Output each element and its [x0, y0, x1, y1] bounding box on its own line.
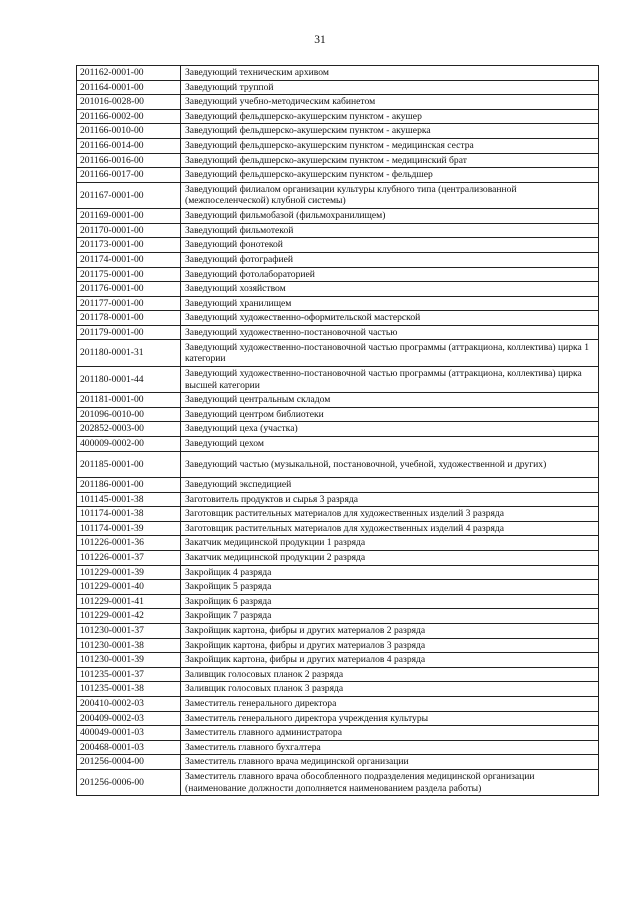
table-row	[77, 109, 599, 124]
position-code-cell: 201185-0001-00	[77, 451, 181, 477]
table-row	[77, 478, 599, 493]
table-row	[77, 407, 599, 422]
position-code-cell: 201256-0006-00	[77, 769, 181, 795]
position-code-cell: 101230-0001-39	[77, 653, 181, 668]
position-name-cell: Заливщик голосовых планок 2 разряда	[181, 667, 599, 682]
table-row	[77, 711, 599, 726]
table-row	[77, 282, 599, 297]
table-row	[77, 393, 599, 408]
table-body	[77, 66, 599, 796]
position-code-cell: 201166-0014-00	[77, 138, 181, 153]
position-name-cell: Закройщик 7 разряда	[181, 609, 599, 624]
table-row	[77, 325, 599, 340]
table-row	[77, 696, 599, 711]
position-code-cell: 101235-0001-38	[77, 682, 181, 697]
position-name-cell: Заместитель главного врача медицинской организации	[181, 755, 599, 770]
table-row	[77, 267, 599, 282]
position-code-cell: 200410-0002-03	[77, 696, 181, 711]
position-code-cell: 201176-0001-00	[77, 282, 181, 297]
position-name-cell: Заведующий художественно-постановочной частью программы (аттракциона, коллектива) цирка 1 категории	[181, 340, 599, 366]
position-code-cell: 101229-0001-40	[77, 580, 181, 595]
position-name-cell: Закройщик картона, фибры и других материалов 3 разряда	[181, 638, 599, 653]
table-row	[77, 609, 599, 624]
table-row	[77, 437, 599, 452]
page-number: 31	[314, 34, 326, 46]
position-name-cell: Закатчик медицинской продукции 1 разряда	[181, 536, 599, 551]
table-row	[77, 182, 599, 208]
position-code-cell: 400049-0001-03	[77, 726, 181, 741]
position-name-cell: Заведующий фельдшерско-акушерским пунктом - медицинский брат	[181, 153, 599, 168]
position-name-cell: Заведующий труппой	[181, 80, 599, 95]
position-code-cell: 101226-0001-36	[77, 536, 181, 551]
position-name-cell: Заместитель генерального директора учреждения культуры	[181, 711, 599, 726]
position-name-cell: Заведующий хозяйством	[181, 282, 599, 297]
table-row	[77, 536, 599, 551]
table-row	[77, 366, 599, 392]
position-name-cell: Заведующий центром библиотеки	[181, 407, 599, 422]
position-name-cell: Заведующий художественно-оформительской мастерской	[181, 311, 599, 326]
position-code-cell: 201186-0001-00	[77, 478, 181, 493]
table-row	[77, 653, 599, 668]
table-row	[77, 667, 599, 682]
table-row	[77, 124, 599, 139]
position-name-cell: Заведующий фотолабораторией	[181, 267, 599, 282]
position-code-cell: 101174-0001-39	[77, 521, 181, 536]
position-code-cell: 101145-0001-38	[77, 492, 181, 507]
table-row	[77, 422, 599, 437]
position-name-cell: Заведующий фельдшерско-акушерским пунктом - медицинская сестра	[181, 138, 599, 153]
position-name-cell: Заведующий цехом	[181, 437, 599, 452]
position-code-cell: 201177-0001-00	[77, 296, 181, 311]
position-name-cell: Закройщик 5 разряда	[181, 580, 599, 595]
position-name-cell: Заведующий фильмобазой (фильмохранилищем)	[181, 209, 599, 224]
position-code-cell: 201174-0001-00	[77, 252, 181, 267]
position-code-cell: 101229-0001-42	[77, 609, 181, 624]
table-row	[77, 740, 599, 755]
position-code-cell: 201256-0004-00	[77, 755, 181, 770]
position-name-cell: Заведующий фельдшерско-акушерским пунктом - акушерка	[181, 124, 599, 139]
table-row	[77, 507, 599, 522]
position-code-cell: 200468-0001-03	[77, 740, 181, 755]
position-name-cell: Заведующий художественно-постановочной частью	[181, 325, 599, 340]
position-name-cell: Заведующий фельдшерско-акушерским пунктом - фельдшер	[181, 168, 599, 183]
position-name-cell: Заведующий техническим архивом	[181, 66, 599, 81]
table-row	[77, 153, 599, 168]
position-code-cell: 101174-0001-38	[77, 507, 181, 522]
position-name-cell: Закройщик картона, фибры и других материалов 4 разряда	[181, 653, 599, 668]
position-code-cell: 201096-0010-00	[77, 407, 181, 422]
position-code-cell: 201167-0001-00	[77, 182, 181, 208]
table-row	[77, 451, 599, 477]
table-row	[77, 66, 599, 81]
position-codes-table	[76, 65, 599, 796]
position-name-cell: Заведующий фельдшерско-акушерским пунктом - акушер	[181, 109, 599, 124]
table-row	[77, 580, 599, 595]
position-name-cell: Заведующий фонотекой	[181, 238, 599, 253]
position-code-cell: 201164-0001-00	[77, 80, 181, 95]
table-row	[77, 492, 599, 507]
position-code-cell: 101229-0001-39	[77, 565, 181, 580]
position-name-cell: Заведующий хранилищем	[181, 296, 599, 311]
table-row	[77, 682, 599, 697]
position-name-cell: Заготовщик растительных материалов для художественных изделий 3 разряда	[181, 507, 599, 522]
position-code-cell: 201166-0017-00	[77, 168, 181, 183]
position-name-cell: Заведующий экспедицией	[181, 478, 599, 493]
table-row	[77, 638, 599, 653]
table-row	[77, 95, 599, 110]
table-row	[77, 80, 599, 95]
position-code-cell: 201169-0001-00	[77, 209, 181, 224]
position-name-cell: Заведующий фотографией	[181, 252, 599, 267]
position-name-cell: Заместитель главного администратора	[181, 726, 599, 741]
table-row	[77, 296, 599, 311]
position-code-cell: 201166-0002-00	[77, 109, 181, 124]
table-row	[77, 726, 599, 741]
table-row	[77, 623, 599, 638]
table-row	[77, 565, 599, 580]
table-row	[77, 755, 599, 770]
table-row	[77, 223, 599, 238]
position-code-cell: 201181-0001-00	[77, 393, 181, 408]
position-name-cell: Заведующий цеха (участка)	[181, 422, 599, 437]
position-name-cell: Закройщик 4 разряда	[181, 565, 599, 580]
position-code-cell: 101226-0001-37	[77, 551, 181, 566]
table-row	[77, 551, 599, 566]
position-code-cell: 200409-0002-03	[77, 711, 181, 726]
position-code-cell: 201173-0001-00	[77, 238, 181, 253]
position-code-cell: 201166-0016-00	[77, 153, 181, 168]
position-code-cell: 202852-0003-00	[77, 422, 181, 437]
position-name-cell: Закройщик 6 разряда	[181, 594, 599, 609]
table-row	[77, 311, 599, 326]
position-name-cell: Заготовитель продуктов и сырья 3 разряда	[181, 492, 599, 507]
position-name-cell: Заведующий частью (музыкальной, постановочной, учебной, художественной и других)	[181, 451, 599, 477]
position-name-cell: Заливщик голосовых планок 3 разряда	[181, 682, 599, 697]
table-row	[77, 769, 599, 795]
position-code-cell: 201175-0001-00	[77, 267, 181, 282]
table-row	[77, 340, 599, 366]
position-code-cell: 201170-0001-00	[77, 223, 181, 238]
position-code-cell: 101235-0001-37	[77, 667, 181, 682]
position-name-cell: Закатчик медицинской продукции 2 разряда	[181, 551, 599, 566]
position-code-cell: 201162-0001-00	[77, 66, 181, 81]
position-name-cell: Заведующий художественно-постановочной частью программы (аттракциона, коллектива) цирка высшей категории	[181, 366, 599, 392]
position-name-cell: Заместитель главного бухгалтера	[181, 740, 599, 755]
position-code-cell: 101230-0001-37	[77, 623, 181, 638]
position-code-cell: 201178-0001-00	[77, 311, 181, 326]
position-code-cell: 101229-0001-41	[77, 594, 181, 609]
position-name-cell: Закройщик картона, фибры и других материалов 2 разряда	[181, 623, 599, 638]
position-name-cell: Заместитель генерального директора	[181, 696, 599, 711]
position-name-cell: Заведующий учебно-методическим кабинетом	[181, 95, 599, 110]
table-row	[77, 209, 599, 224]
position-name-cell: Заместитель главного врача обособленного подразделения медицинской организации (наименование должности дополняется наименованием раздела работы)	[181, 769, 599, 795]
table-row	[77, 138, 599, 153]
position-code-cell: 101230-0001-38	[77, 638, 181, 653]
position-code-cell: 201180-0001-31	[77, 340, 181, 366]
position-name-cell: Заведующий филиалом организации культуры клубного типа (централизованной (межпоселенческой) клубной системы)	[181, 182, 599, 208]
table-row	[77, 168, 599, 183]
position-code-cell: 201166-0010-00	[77, 124, 181, 139]
position-name-cell: Заготовщик растительных материалов для художественных изделий 4 разряда	[181, 521, 599, 536]
position-name-cell: Заведующий фильмотекой	[181, 223, 599, 238]
position-code-cell: 201180-0001-44	[77, 366, 181, 392]
position-code-cell: 201179-0001-00	[77, 325, 181, 340]
position-code-cell: 400009-0002-00	[77, 437, 181, 452]
table-row	[77, 238, 599, 253]
position-code-cell: 201016-0028-00	[77, 95, 181, 110]
position-name-cell: Заведующий центральным складом	[181, 393, 599, 408]
table-row	[77, 594, 599, 609]
table-row	[77, 521, 599, 536]
table-row	[77, 252, 599, 267]
